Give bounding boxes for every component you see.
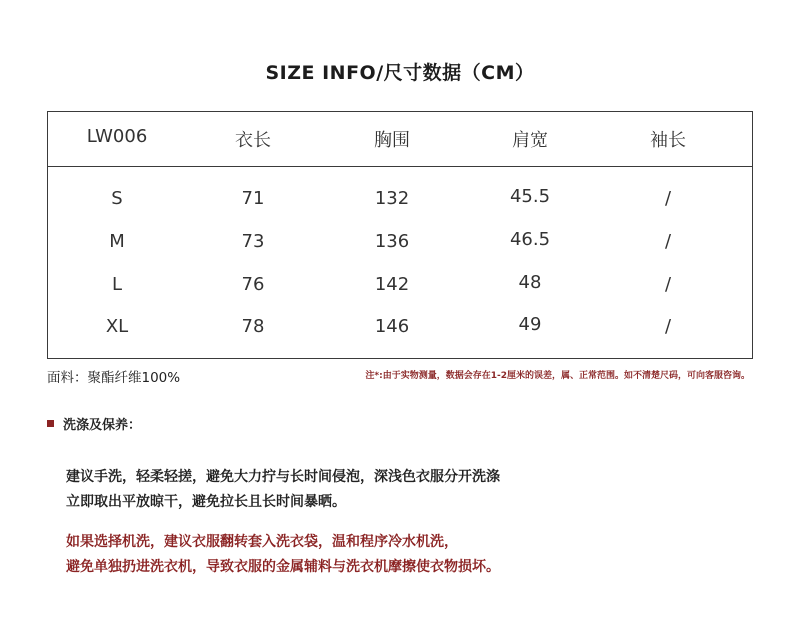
table-row <box>48 231 752 271</box>
size-cell: L <box>111 274 123 295</box>
size-cell: S <box>111 188 123 209</box>
table-header-row <box>48 112 752 167</box>
care-heading-label: 洗涤及保养： <box>63 418 142 433</box>
header-style-code: LW006 <box>86 126 148 147</box>
material-info: 面料：聚酯纤维100% <box>47 370 181 386</box>
care-instruction-line: 立即取出平放晾干，避免拉长且长时间暴晒。 <box>66 494 346 510</box>
care-instruction-line: 建议手洗，轻柔轻搓，避免大力拧与长时间侵泡，深浅色衣服分开洗涤 <box>66 469 500 485</box>
length-cell: 71 <box>241 188 265 209</box>
header-chest: 胸围 <box>374 130 410 151</box>
shoulder-cell: 45.5 <box>509 186 551 207</box>
size-cell: M <box>109 231 125 252</box>
measurement-note: 注*:由于实物测量，数据会存在1-2厘米的误差，属、正常范围。如不清楚尺码，可向客服咨询。 <box>365 371 750 381</box>
header-sleeve: 袖长 <box>650 130 686 151</box>
shoulder-cell: 48 <box>518 272 542 293</box>
chest-cell: 146 <box>374 316 410 337</box>
chest-cell: 132 <box>374 188 410 209</box>
shoulder-cell: 46.5 <box>509 229 551 250</box>
sleeve-cell: / <box>664 274 672 295</box>
chest-cell: 136 <box>374 231 410 252</box>
size-cell: XL <box>105 316 129 337</box>
table-row <box>48 188 752 228</box>
table-row <box>48 274 752 314</box>
machine-wash-line: 避免单独扔进洗衣机，导致衣服的金属辅料与洗衣机摩擦使衣物损坏。 <box>66 559 500 575</box>
shoulder-cell: 49 <box>518 314 542 335</box>
size-table <box>47 111 753 359</box>
sleeve-cell: / <box>664 188 672 209</box>
page-title: SIZE INFO/尺寸数据（CM） <box>265 62 535 84</box>
sleeve-cell: / <box>664 316 672 337</box>
header-shoulder: 肩宽 <box>512 130 548 151</box>
length-cell: 73 <box>241 231 265 252</box>
table-row <box>48 316 752 356</box>
length-cell: 76 <box>241 274 265 295</box>
header-length: 衣长 <box>235 130 271 151</box>
care-heading <box>47 414 141 433</box>
square-bullet-icon <box>47 420 54 427</box>
length-cell: 78 <box>241 316 265 337</box>
machine-wash-line: 如果选择机洗，建议衣服翻转套入洗衣袋，温和程序冷水机洗， <box>66 534 458 550</box>
chest-cell: 142 <box>374 274 410 295</box>
sleeve-cell: / <box>664 231 672 252</box>
